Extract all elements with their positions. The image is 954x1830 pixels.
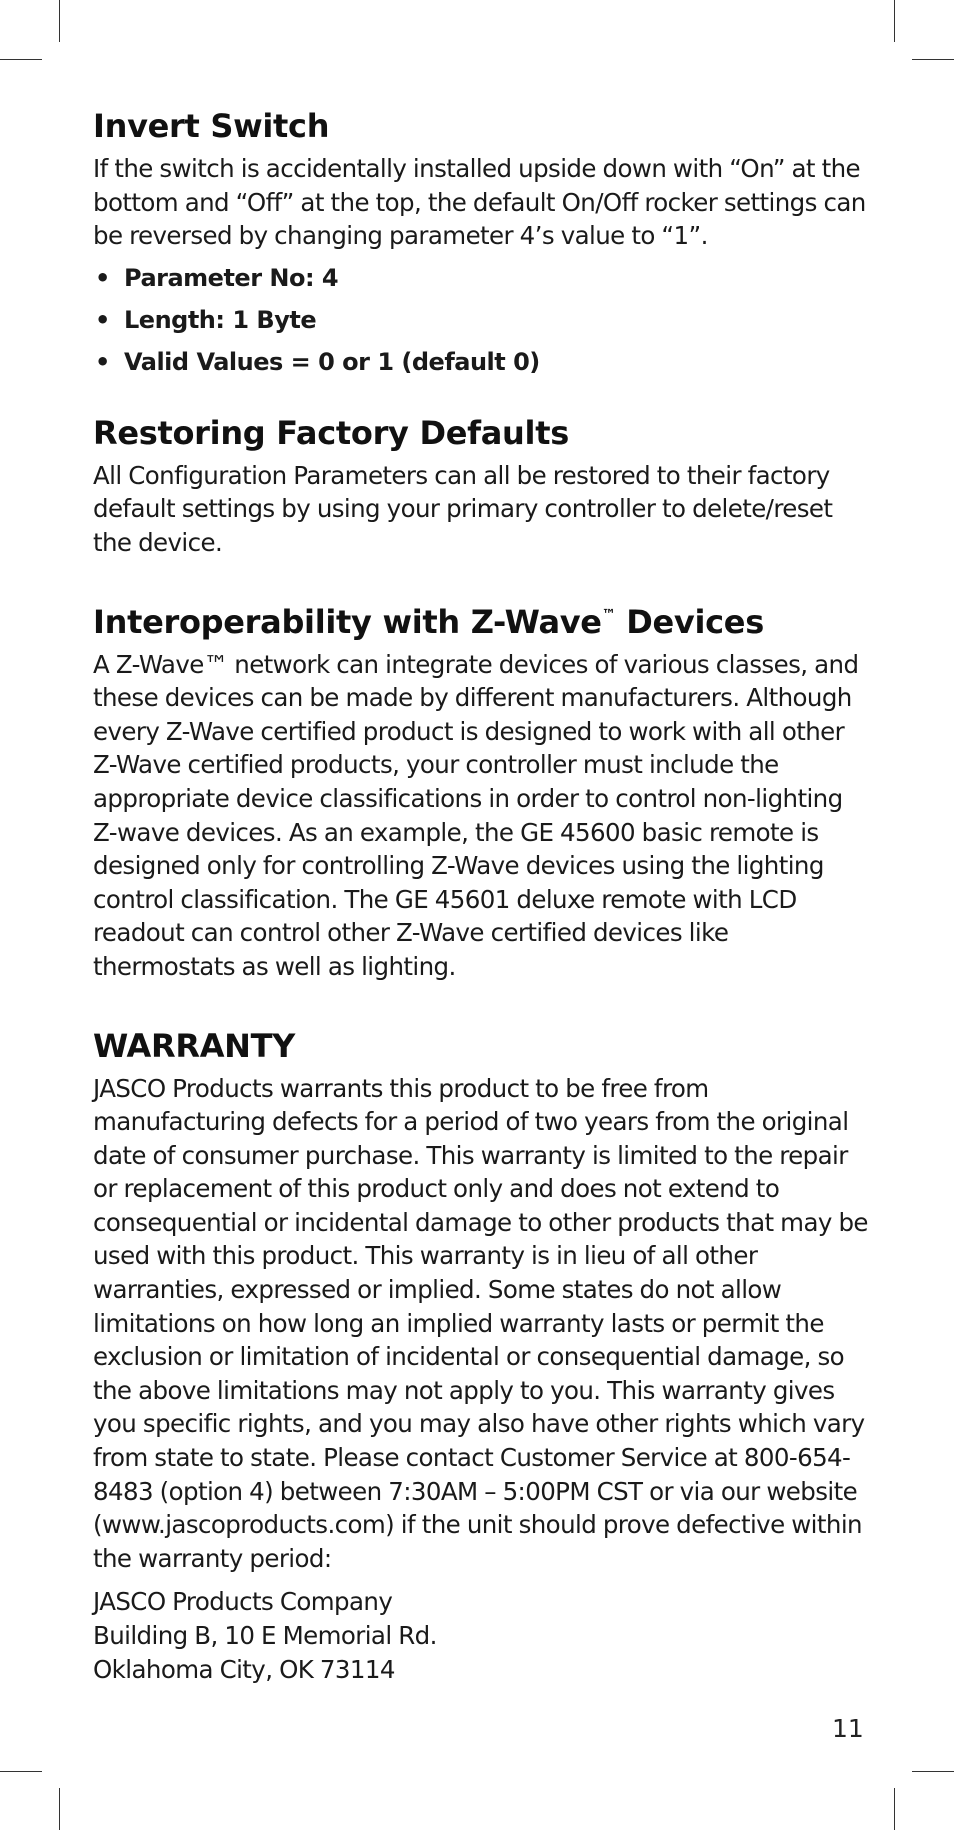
crop-mark-bottom-left-horizontal bbox=[0, 1771, 42, 1772]
crop-mark-top-right-horizontal bbox=[912, 59, 954, 60]
bullet-glyph: • bbox=[95, 347, 110, 376]
address-line: Oklahoma City, OK 73114 bbox=[93, 1655, 395, 1685]
heading-warranty: WARRANTY bbox=[93, 1026, 296, 1065]
heading-invert-switch: Invert Switch bbox=[93, 107, 330, 145]
crop-mark-bottom-right-vertical bbox=[894, 1788, 895, 1830]
restoring-defaults-body: All Configuration Parameters can all be restored to their factory default settings by using your primary controller to delete/reset the device. bbox=[93, 460, 833, 557]
bullet-glyph: • bbox=[95, 305, 110, 334]
list-item-text: Parameter No: 4 bbox=[124, 263, 339, 292]
interoperability-body: A Z-Wave™ network can integrate devices of various classes, and these devices can be made by different manufacturers. Although every Z-Wave certified product is designed to work with all other Z-Wave certified products, your controller must include the appropriate device classifications in order to control non-lighting Z-wave devices. As an example, the GE 45600 basic remote is designed only for controlling Z-Wave devices using the lighting control classification. The GE 45601 deluxe remote with LCD readout can control other Z-Wave certified devices like thermostats as well as lighting. bbox=[93, 649, 859, 981]
section-invert-switch bbox=[93, 104, 873, 377]
list-item bbox=[93, 263, 873, 293]
address-line: JASCO Products Company bbox=[93, 1587, 393, 1617]
crop-mark-top-left-horizontal bbox=[0, 59, 42, 60]
list-item-text: Valid Values = 0 or 1 (default 0) bbox=[124, 347, 540, 376]
invert-switch-body: If the switch is accidentally installed upside down with “On” at the bottom and “Off” at the top, the default On/Off rocker settings can be reversed by changing parameter 4’s value to “1”. bbox=[93, 154, 866, 251]
company-address bbox=[93, 1585, 873, 1687]
heading-interoperability bbox=[93, 600, 873, 644]
section-interoperability bbox=[93, 600, 873, 984]
warranty-body: JASCO Products warrants this product to be free from manufacturing defects for a period of two years from the original date of consumer purchase. This warranty is limited to the repair or replacement of this product only and does not extend to consequential or incidental damage to other products that may be used with this product. This warranty is in lieu of all other warranties, expressed or implied. Some states do not allow limitations on how long an implied warranty lasts or permit the exclusion or limitation of incidental or consequential damage, so the above limitations may not apply to you. This warranty gives you specific rights, and you may also have other rights which vary from state to state. Please contact Customer Service at 800-654-8483 (option 4) between 7:30AM – 5:00PM CST or via our website (www.jascoproducts.com) if the unit should prove defective within the warranty period: bbox=[93, 1073, 868, 1573]
list-item-text: Length: 1 Byte bbox=[124, 305, 317, 334]
list-item bbox=[93, 347, 873, 377]
list-item bbox=[93, 305, 873, 335]
parameter-list bbox=[93, 263, 873, 377]
page-number: 11 bbox=[832, 1714, 864, 1743]
bullet-glyph: • bbox=[95, 263, 110, 292]
section-warranty bbox=[93, 1024, 873, 1688]
address-line: Building B, 10 E Memorial Rd. bbox=[93, 1621, 437, 1651]
trademark-symbol: ™ bbox=[601, 606, 616, 623]
crop-mark-top-left-vertical bbox=[59, 0, 60, 42]
crop-mark-top-right-vertical bbox=[894, 0, 895, 42]
heading-interoperability-text: Interoperability with Z-Wave bbox=[93, 602, 602, 641]
crop-mark-bottom-left-vertical bbox=[59, 1788, 60, 1830]
heading-interoperability-suffix: Devices bbox=[615, 602, 764, 641]
crop-mark-bottom-right-horizontal bbox=[912, 1771, 954, 1772]
page-content bbox=[93, 104, 873, 1727]
heading-restoring-defaults: Restoring Factory Defaults bbox=[93, 413, 569, 452]
section-restoring-defaults bbox=[93, 411, 873, 560]
